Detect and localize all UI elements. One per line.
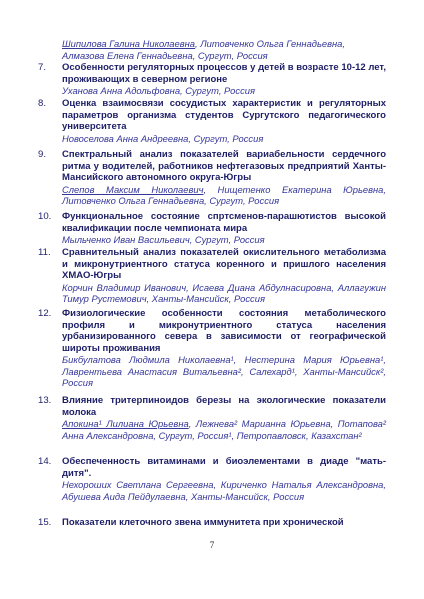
- item-title: Функциональное состояние спртсменов-парашютистов высокой квалификации после чемпионата мира: [62, 211, 386, 234]
- item-number: 7.: [38, 62, 47, 73]
- item-authors: Бикбулатова Людмила Николаевна¹, Нестерина Мария Юрьевна¹, Лаврентьева Анастасия Витальевна², Салехард¹, Ханты-Мансийск², Россия: [62, 354, 386, 388]
- item-authors: Нехороших Светлана Сергеевна, Кириченко Наталья Александровна, Абушева Аида Пейдулаевна, Ханты-Мансийск, Россия: [62, 479, 386, 502]
- item-title: Физиологические особенности состояния метаболического профиля и микронутриентного статуса населения урбанизированного севера в зависимости от географической широты проживания: [62, 308, 386, 354]
- item-number: 8.: [38, 98, 47, 109]
- item-number: 10.: [38, 211, 52, 222]
- item-number: 11.: [38, 247, 51, 258]
- item-authors: Слепов Максим Николаевич, Нищетенко Екатерина Юрьевна, Литовченко Ольга Геннадьевна, Сургут, Россия: [62, 183, 386, 206]
- page-number: 7: [209, 540, 215, 550]
- item-authors: Корчин Владимир Иванович, Исаева Диана Абдулнасировна, Аллагужин Тимур Рустемович, Ханты-Мансийск, Россия: [62, 281, 386, 304]
- item-number: 13.: [38, 395, 52, 406]
- item-number: 14.: [38, 456, 52, 467]
- authors-underlined: Шипилова Галина Николаевна: [62, 38, 195, 49]
- item-number: 12.: [38, 308, 52, 319]
- item-title: Сравнительный анализ показателей окислительного метаболизма и микронутриентного статуса коренного и пришлого населения ХМАО-Югры: [62, 247, 386, 281]
- item-authors: Новоселова Анна Андреевна, Сургут, Россия: [62, 132, 264, 144]
- item-title: Показатели клеточного звена иммунитета при хронической: [62, 517, 344, 528]
- item-title: Особенности регуляторных процессов у детей в возрасте 10-12 лет, проживающих в северном регионе: [62, 62, 386, 85]
- item-number: 9.: [38, 149, 47, 160]
- item-title: Спектральный анализ показателей вариабельности сердечного ритма у водителей, работников нефтегазовых предприятий Ханты-Мансийского автономного округа-Югры: [62, 149, 386, 183]
- authors-line: Шипилова Галина Николаевна, Литовченко Ольга Геннадьевна, Алмазова Елена Геннадьевна, Сургут, Россия: [62, 38, 345, 61]
- item-authors: Мыльченко Иван Васильевич, Сургут, Россия: [62, 234, 265, 245]
- item-authors: Уханова Анна Адольфовна, Сургут, Россия: [62, 85, 255, 96]
- item-number: 15.: [38, 517, 52, 528]
- item-authors: Апокина¹ Лилиана Юрьевна, Лежнева² Марианна Юрьевна, Потапова² Анна Александровна, Сургут, Россия¹, Петропавловск, Казахстан²: [62, 418, 386, 441]
- item-title: Обеспеченность витаминами и биоэлементами в диаде "мать-дитя".: [62, 456, 386, 479]
- item-title: Влияние тритерпиноидов березы на экологические показатели молока: [62, 395, 386, 418]
- item-title: Оценка взаимосвязи сосудистых характеристик и регуляторных параметров организма студентов Сургутского педагогического университета: [62, 98, 386, 132]
